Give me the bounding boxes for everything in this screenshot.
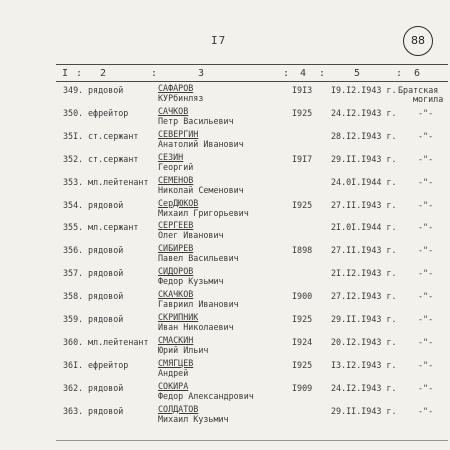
burial-place: -"- (418, 359, 434, 370)
birth-year: I925 (292, 199, 313, 210)
given-name: Николай Семенович (158, 184, 244, 195)
military-rank: рядовой (88, 245, 124, 256)
table-row (0, 404, 450, 438)
surname: САФАРОВ (158, 83, 194, 93)
given-name: Михаил Кузьмич (158, 413, 229, 424)
page-stamp: 88 (403, 26, 433, 56)
given-name: Георгий (158, 161, 194, 172)
given-name: Михаил Григорьевич (158, 207, 249, 218)
surname: СОЛДАТОВ (158, 403, 199, 414)
record-number: 357. (63, 268, 84, 279)
col-header-2: 2 (100, 68, 107, 79)
burial-place: -"- (418, 314, 434, 324)
burial-place: -"- (418, 222, 434, 233)
death-date: I3.I2.I943 г. (331, 359, 397, 370)
surname: САЧКОВ (158, 105, 189, 116)
record-number: 35I. (63, 130, 84, 141)
surname: СКРИПНИК (158, 312, 199, 322)
col-separator: : (76, 68, 83, 79)
military-rank: рядовой (88, 405, 124, 416)
birth-year: I924 (292, 336, 313, 347)
col-separator: : (151, 68, 158, 79)
given-name: Анатолий Иванович (158, 138, 244, 149)
surname: СЕМЕНОВ (158, 174, 194, 185)
death-date: 27.II.I943 г. (331, 245, 397, 256)
record-number: 352. (63, 153, 84, 164)
death-date: 24.0I.I944 г. (331, 176, 397, 187)
record-number: 359. (63, 314, 84, 324)
birth-year: I909 (292, 382, 313, 393)
burial-place: -"- (418, 382, 434, 393)
cut-off-row (56, 440, 448, 450)
birth-year: I925 (292, 107, 313, 118)
col-header-3: 3 (198, 68, 205, 79)
surname: СЕЗИН (158, 151, 184, 162)
record-number: 360. (63, 336, 84, 347)
military-rank: ефрейтор (88, 107, 129, 118)
death-date: 2I.0I.I944 г. (331, 222, 397, 233)
birth-year: I9I3 (292, 85, 313, 95)
burial-place: -"- (418, 336, 434, 347)
col-header-5: 5 (354, 68, 361, 79)
col-separator: : (283, 68, 290, 79)
col-separator: : (396, 68, 403, 79)
given-name: КУРбинляз (158, 93, 204, 103)
record-number: 358. (63, 291, 84, 302)
record-number: 36I. (63, 359, 84, 370)
military-rank: мл.сержант (88, 222, 139, 233)
record-number: 354. (63, 199, 84, 210)
military-rank: мл.лейтенант (88, 176, 149, 187)
given-name: Петр Васильевич (158, 115, 234, 126)
surname: СКАЧКОВ (158, 289, 194, 300)
burial-place-line2: могила (413, 94, 444, 104)
death-date: 29.II.I943 г. (331, 153, 397, 164)
surname: СЕРГЕЕВ (158, 220, 194, 231)
death-date: 29.II.I943 г. (331, 405, 397, 416)
death-date: 2I.I2.I943 г. (331, 268, 397, 279)
military-rank: мл.лейтенант (88, 336, 149, 347)
record-number: 356. (63, 245, 84, 256)
col-separator: : (319, 68, 326, 79)
surname: СМЯГЦЕВ (158, 357, 194, 368)
given-name: Олег Иванович (158, 230, 224, 241)
death-date: 27.I2.I943 г. (331, 291, 397, 302)
military-rank: рядовой (88, 199, 124, 210)
record-number: 363. (63, 405, 84, 416)
death-date: 28.I2.I943 г. (331, 130, 397, 141)
military-rank: рядовой (88, 85, 124, 95)
death-date: I9.I2.I943 г. (331, 85, 397, 95)
burial-place: -"- (418, 107, 434, 118)
header-top-rule (56, 64, 448, 65)
burial-place: -"- (418, 130, 434, 141)
surname: СЕВЕРГИН (158, 128, 199, 139)
birth-year: I925 (292, 314, 313, 324)
military-rank: ст.сержант (88, 130, 139, 141)
burial-place: -"- (418, 199, 434, 210)
given-name: Иван Николаевич (158, 322, 234, 332)
record-number: 353. (63, 176, 84, 187)
col-header-4: 4 (300, 68, 307, 79)
burial-place: -"- (418, 291, 434, 302)
burial-place: -"- (418, 268, 434, 279)
death-date: 20.I2.I943 г. (331, 336, 397, 347)
death-date: 24.I2.I943 г. (331, 107, 397, 118)
record-number: 355. (63, 222, 84, 233)
military-rank: рядовой (88, 291, 124, 302)
burial-place: -"- (418, 176, 434, 187)
surname: СИДОРОВ (158, 266, 194, 277)
burial-place: -"- (418, 245, 434, 256)
birth-year: I9I7 (292, 153, 313, 164)
given-name: Юрий Ильич (158, 344, 209, 355)
col-header-1: I (62, 68, 69, 79)
military-rank: рядовой (88, 268, 124, 279)
burial-place: -"- (418, 405, 434, 416)
given-name: Павел Васильевич (158, 253, 239, 264)
given-name: Федор Кузьмич (158, 276, 224, 287)
given-name: Федор Александрович (158, 390, 254, 401)
record-number: 349. (63, 85, 84, 95)
military-rank: ефрейтор (88, 359, 129, 370)
header-bottom-rule (56, 81, 448, 82)
burial-place: -"- (418, 153, 434, 164)
surname: СМАСКИН (158, 334, 194, 345)
birth-year: I900 (292, 291, 313, 302)
military-rank: рядовой (88, 382, 124, 393)
surname: СерДЮКОВ (158, 197, 199, 208)
military-rank: рядовой (88, 314, 124, 324)
page-number: I7 (211, 34, 227, 47)
given-name: Гавриил Иванович (158, 299, 239, 310)
birth-year: I925 (292, 359, 313, 370)
record-number: 362. (63, 382, 84, 393)
military-rank: ст.сержант (88, 153, 139, 164)
col-header-6: 6 (414, 68, 421, 79)
death-date: 29.II.I943 г. (331, 314, 397, 324)
given-name: Андрей (158, 367, 189, 378)
surname: СОКИРА (158, 380, 189, 391)
surname: СИБИРЕВ (158, 243, 194, 254)
burial-place: Братская (398, 85, 439, 95)
birth-year: I898 (292, 245, 313, 256)
record-number: 350. (63, 107, 84, 118)
death-date: 24.I2.I943 г. (331, 382, 397, 393)
death-date: 27.II.I943 г. (331, 199, 397, 210)
